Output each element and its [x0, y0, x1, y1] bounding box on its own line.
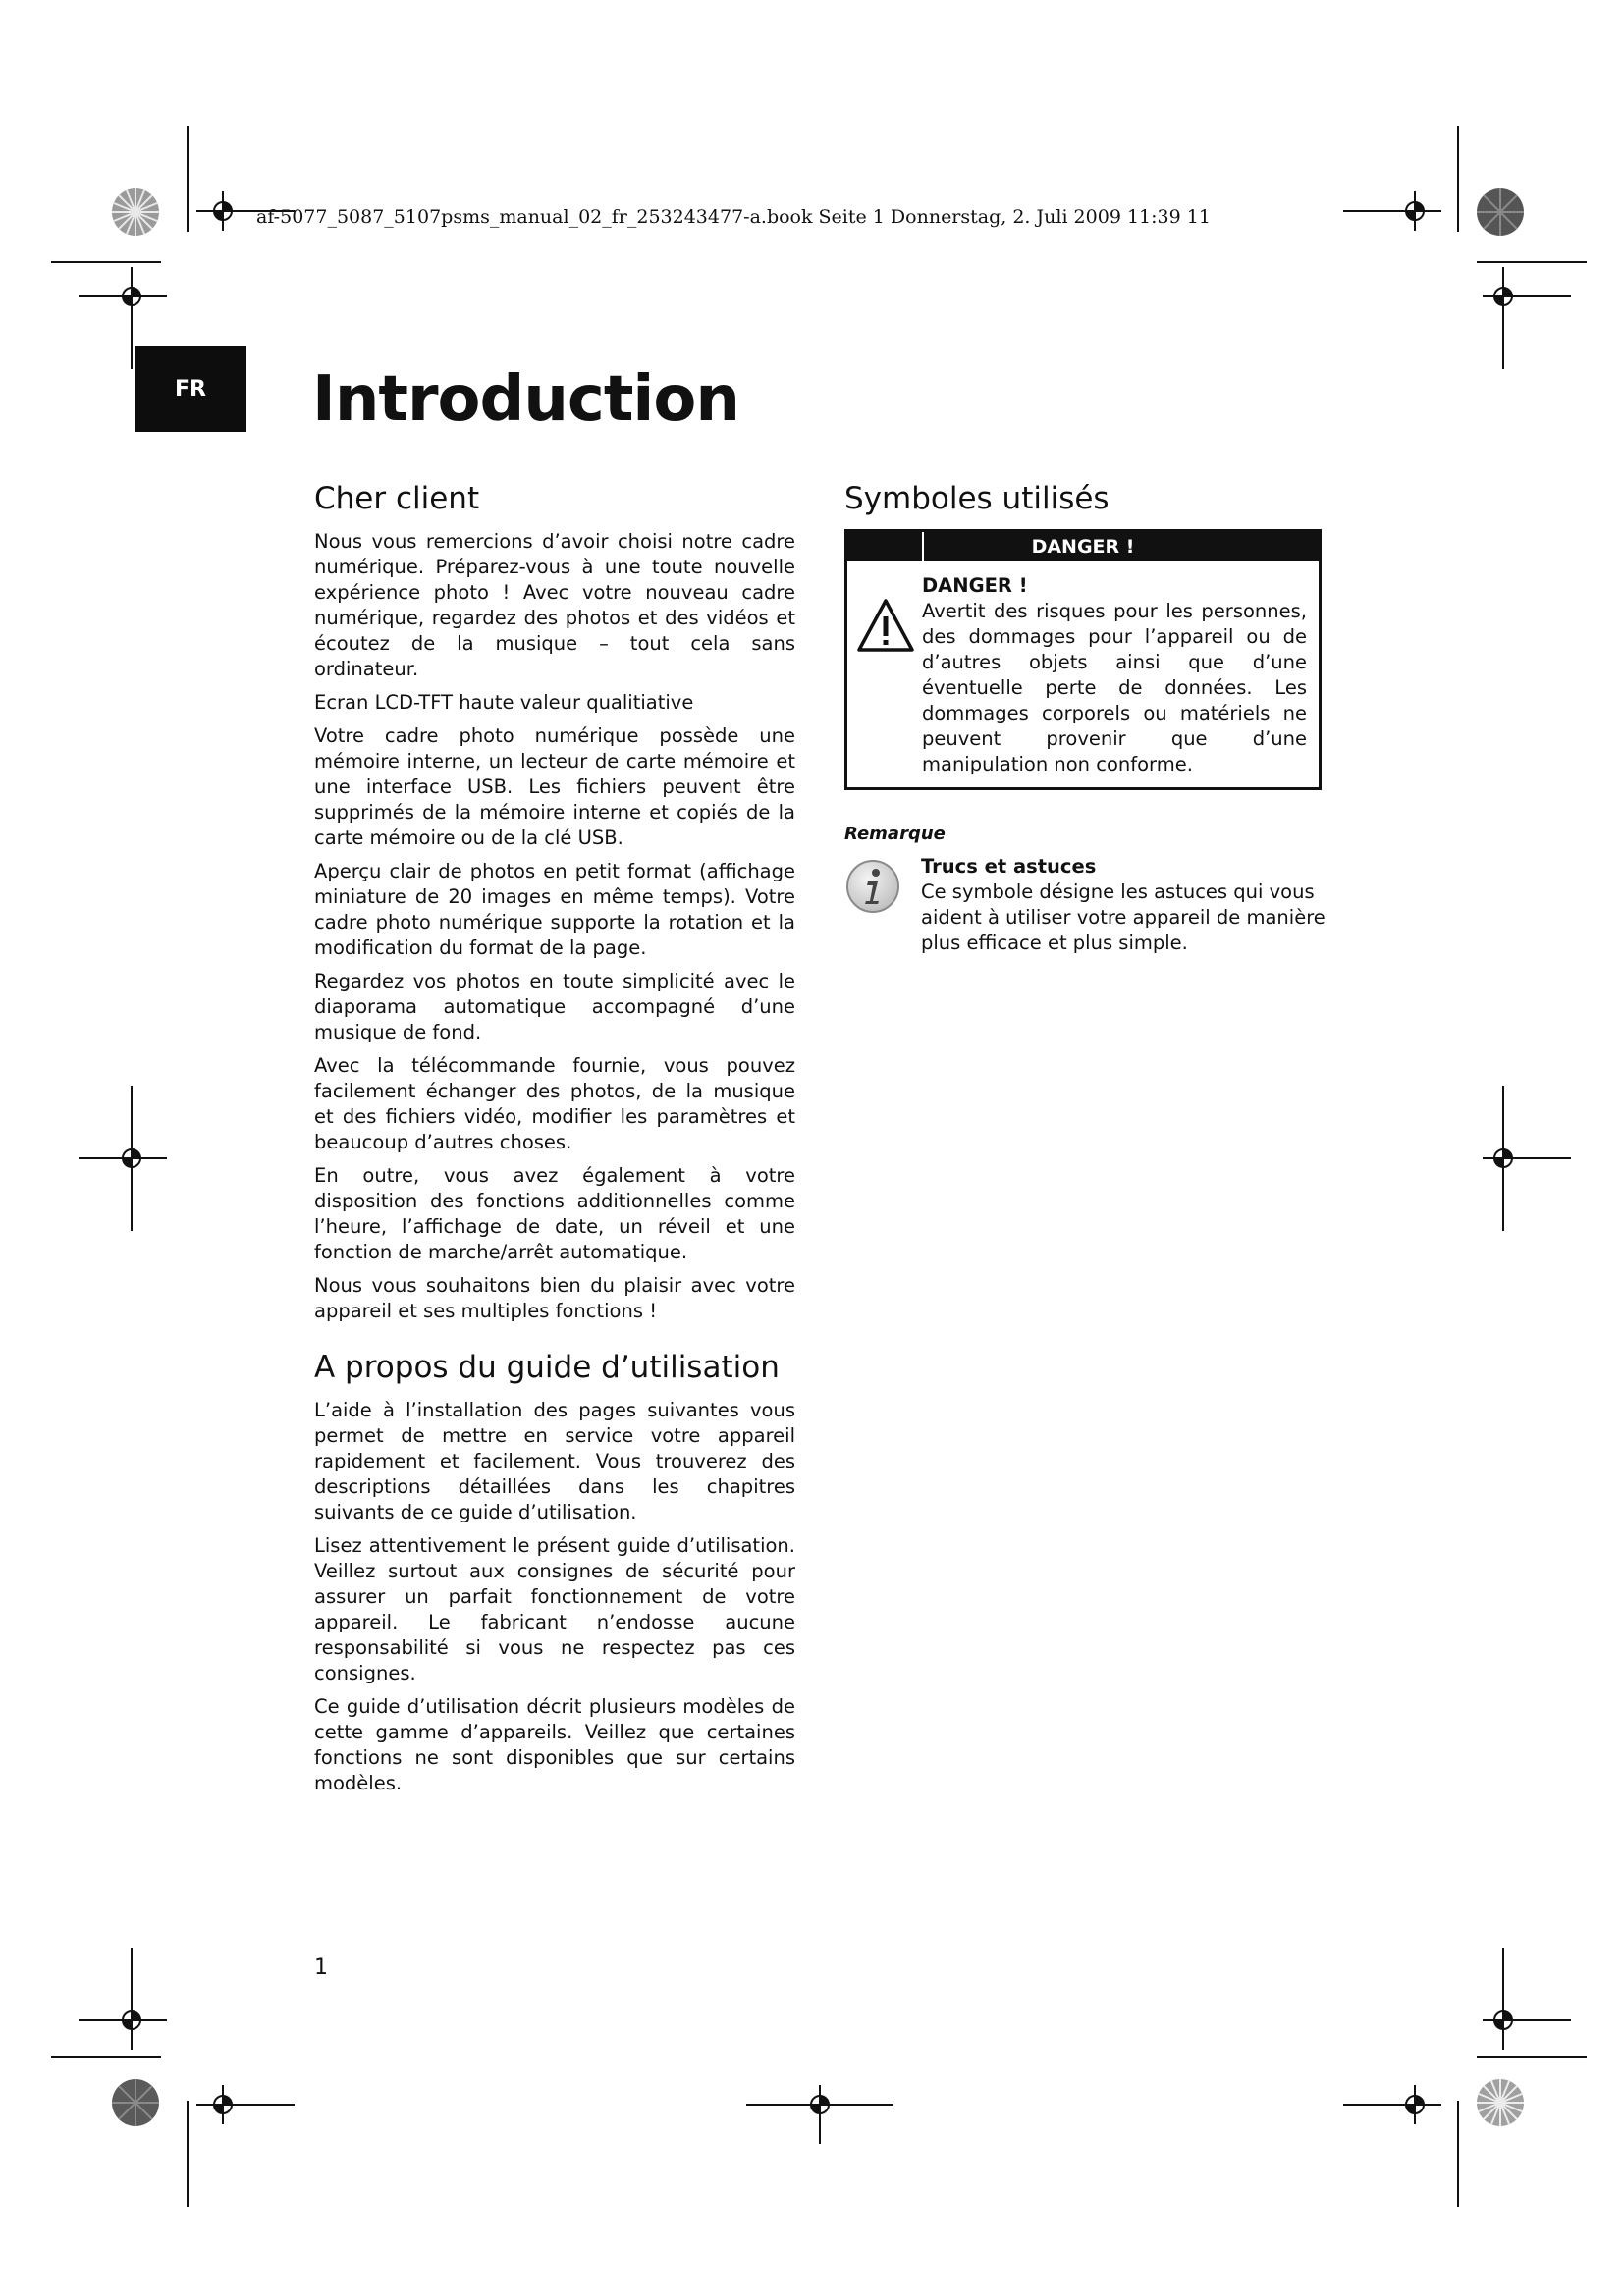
paragraph: Avec la télécommande fournie, vous pouvez facilement échanger des photos, de la musique et des fichiers vidéo, modifier les paramètres et beaucoup d’autres choses. [314, 1054, 795, 1154]
paragraph: En outre, vous avez également à votre disposition des fonctions additionnelles comme l’heure, l’affichage de date, un réveil et une fonction de marche/arrêt automatique. [314, 1164, 795, 1264]
paragraph: Ce guide d’utilisation décrit plusieurs modèles de cette gamme d’appareils. Veillez que certaines fonctions ne sont disponibles que sur certains modèles. [314, 1695, 795, 1795]
paragraph: L’aide à l’installation des pages suivantes vous permet de mettre en service votre appareil rapidement et facilement. Vous trouverez des descriptions détaillées dans les chapitres suivants de ce guide d’utilisation. [314, 1399, 795, 1524]
danger-body [847, 561, 1319, 787]
registration-cross-icon [79, 1086, 177, 1231]
section-heading-guide: A propos du guide d’utilisation [314, 1350, 780, 1386]
trim-mark [1477, 261, 1587, 263]
danger-description: Avertit des risques pour les personnes, des dommages pour l’appareil ou de d’autres objets ainsi que d’une éventuelle perte de données. Les dommages corporels ou matériels ne peuvent provenir que d’une manipulation non conforme. [922, 600, 1307, 776]
color-starburst-icon [1475, 2077, 1526, 2128]
trim-mark [187, 2101, 189, 2207]
danger-header-label: DANGER ! [1031, 536, 1135, 559]
paragraph: Votre cadre photo numérique possède une mémoire interne, un lecteur de carte mémoire et une interface USB. Les fichiers peuvent être supprimés de la mémoire interne et copiés de la carte mémoire ou de la clé USB. [314, 724, 795, 850]
page-number: 1 [314, 1955, 328, 1980]
color-starburst-icon [1475, 187, 1526, 238]
warning-triangle-icon [855, 573, 922, 777]
paragraph: Ecran LCD-TFT haute valeur qualitiative [314, 691, 694, 715]
danger-box [844, 529, 1322, 790]
registration-cross-icon [79, 1948, 177, 2050]
danger-text [922, 573, 1307, 777]
trim-mark [1477, 2056, 1587, 2058]
tip-title: Trucs et astuces [921, 855, 1097, 879]
page-title: Introduction [312, 363, 739, 436]
registration-cross-icon [196, 2085, 295, 2124]
section-heading-cher-client: Cher client [314, 481, 480, 516]
tip-block [844, 854, 1326, 956]
registration-cross-icon [1473, 1086, 1571, 1231]
registration-cross-icon [746, 2085, 893, 2144]
trim-mark [1457, 2101, 1459, 2207]
left-column [314, 481, 795, 1804]
registration-cross-icon [1473, 1948, 1571, 2050]
trim-mark [51, 2056, 161, 2058]
paragraph: Nous vous souhaitons bien du plaisir avec votre appareil et ses multiples fonctions ! [314, 1274, 795, 1323]
remark-label: Remarque [844, 824, 946, 845]
tip-text [921, 854, 1326, 956]
danger-title: DANGER ! [922, 574, 1028, 598]
trim-mark [187, 126, 189, 232]
section-heading-symbols: Symboles utilisés [844, 481, 1110, 516]
registration-cross-icon [1343, 2085, 1441, 2124]
paragraph: Nous vous remercions d’avoir choisi notre cadre numérique. Préparez-vous à une toute nouvelle expérience photo ! Avec votre nouveau cadre numérique, regardez des photos et des vidéos et écoutez de la musique – tout cela sans ordinateur. [314, 530, 795, 681]
paragraph: Lisez attentivement le présent guide d’utilisation. Veillez surtout aux consignes de sécurité pour assurer un parfait fonctionnement de votre appareil. Le fabricant n’endosse aucune responsabilité si vous ne respectez pas ces consignes. [314, 1534, 795, 1685]
color-starburst-icon [110, 2077, 161, 2128]
trim-mark [51, 261, 161, 263]
paragraph: Aperçu clair de photos en petit format (affichage miniature de 20 images en même temps). Votre cadre photo numérique supporte la rotation et la modification du format de la page. [314, 860, 795, 960]
trim-mark [1457, 126, 1459, 232]
tip-description: Ce symbole désigne les astuces qui vous aident à utiliser votre appareil de manière plus efficace et plus simple. [921, 881, 1326, 955]
language-tab: FR [135, 346, 246, 432]
print-header: af-5077_5087_5107psms_manual_02_fr_253243477-a.book Seite 1 Donnerstag, 2. Juli 2009 11:39 11 [256, 206, 1211, 228]
paragraph: Regardez vos photos en toute simplicité avec le diaporama automatique accompagné d’une musique de fond. [314, 970, 795, 1044]
danger-header [847, 532, 1319, 561]
registration-cross-icon [1473, 267, 1571, 369]
color-starburst-icon [110, 187, 161, 238]
registration-cross-icon [1343, 191, 1441, 231]
info-icon [844, 854, 921, 956]
danger-header-divider [922, 532, 924, 561]
right-column [844, 481, 1326, 956]
